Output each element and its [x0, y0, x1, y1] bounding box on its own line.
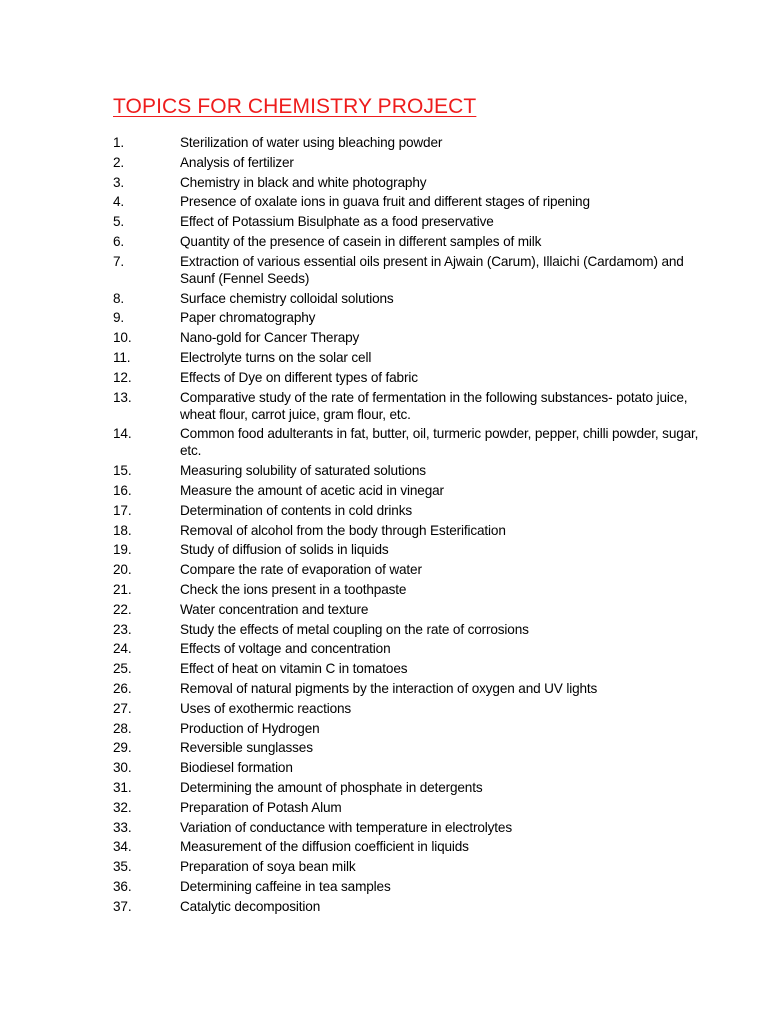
topic-list	[113, 134, 703, 917]
list-item-text: Water concentration and texture	[180, 601, 369, 617]
list-item	[113, 349, 703, 366]
list-item	[113, 700, 703, 717]
list-item-text: Chemistry in black and white photography	[180, 174, 427, 190]
list-item-number: 10.	[113, 330, 132, 346]
list-item	[113, 601, 703, 618]
list-item-number: 30.	[113, 760, 132, 776]
list-item-number: 9.	[113, 310, 125, 326]
list-item-text: Comparative study of the rate of fermentation in the following substances- potato juice, wheat flour, carrot juice, gram flour, etc.	[180, 389, 688, 422]
list-item-text: Surface chemistry colloidal solutions	[180, 290, 394, 306]
list-item	[113, 389, 703, 423]
list-item-text: Uses of exothermic reactions	[180, 700, 352, 716]
list-item-text: Effect of Potassium Bisulphate as a food preservative	[180, 214, 494, 230]
list-item-text: Sterilization of water using bleaching powder	[180, 135, 443, 150]
list-item	[113, 154, 703, 171]
list-item-text: Analysis of fertilizer	[180, 154, 294, 170]
list-item-text: Effects of Dye on different types of fabric	[180, 369, 418, 385]
list-item	[113, 779, 703, 796]
list-item-text: Determining caffeine in tea samples	[180, 878, 391, 894]
list-item-text: Effect of heat on vitamin C in tomatoes	[180, 661, 408, 677]
list-item-number: 3.	[113, 174, 125, 190]
list-item-text: Study the effects of metal coupling on the rate of corrosions	[180, 621, 529, 637]
list-item-text: Electrolyte turns on the solar cell	[180, 349, 372, 365]
list-item-text: Nano-gold for Cancer Therapy	[180, 330, 360, 346]
list-item-number: 24.	[113, 641, 132, 657]
list-item-number: 12.	[113, 369, 132, 385]
list-item	[113, 134, 703, 151]
list-item-number: 16.	[113, 482, 132, 498]
list-item-number: 36.	[113, 878, 132, 894]
list-item-text: Determination of contents in cold drinks	[180, 502, 413, 518]
document-title: TOPICS FOR CHEMISTRY PROJECT	[113, 95, 477, 118]
list-item	[113, 739, 703, 756]
list-item-number: 35.	[113, 859, 132, 875]
list-item-number: 20.	[113, 562, 132, 578]
list-item	[113, 898, 703, 915]
list-item-number: 8.	[113, 290, 125, 306]
list-item-number: 15.	[113, 463, 132, 479]
list-item	[113, 819, 703, 836]
list-item	[113, 174, 703, 191]
list-item	[113, 680, 703, 697]
list-item	[113, 502, 703, 519]
list-item	[113, 462, 703, 479]
list-item-number: 31.	[113, 779, 132, 795]
list-item-text: Measurement of the diffusion coefficient in liquids	[180, 839, 469, 855]
list-item	[113, 309, 703, 326]
list-item-text: Study of diffusion of solids in liquids	[180, 542, 389, 558]
list-item-text: Removal of alcohol from the body through Esterification	[180, 522, 506, 538]
list-item	[113, 253, 703, 287]
list-item-text: Removal of natural pigments by the interaction of oxygen and UV lights	[180, 680, 598, 696]
list-item-number: 4.	[113, 194, 125, 210]
list-item-number: 19.	[113, 542, 132, 558]
list-item	[113, 290, 703, 307]
list-item-text: Catalytic decomposition	[180, 898, 321, 914]
list-item-number: 2.	[113, 154, 125, 170]
list-item-number: 21.	[113, 581, 132, 597]
list-item-number: 18.	[113, 522, 132, 538]
list-item-number: 26.	[113, 680, 132, 696]
list-item-text: Determining the amount of phosphate in detergents	[180, 779, 483, 795]
list-item-number: 17.	[113, 502, 132, 518]
list-item-number: 23.	[113, 621, 132, 637]
list-item-number: 25.	[113, 661, 132, 677]
list-item-number: 1.	[113, 135, 125, 150]
list-item-text: Common food adulterants in fat, butter, oil, turmeric powder, pepper, chilli powder, sugar, etc.	[180, 426, 699, 459]
list-item-text: Preparation of soya bean milk	[180, 859, 356, 875]
list-item	[113, 621, 703, 638]
list-item	[113, 640, 703, 657]
list-item-text: Extraction of various essential oils present in Ajwain (Carum), Illaichi (Cardamom) and Saunf (Fennel Seeds)	[180, 253, 684, 286]
list-item	[113, 329, 703, 346]
list-item	[113, 213, 703, 230]
list-item-text: Check the ions present in a toothpaste	[180, 581, 407, 597]
list-item-number: 33.	[113, 819, 132, 835]
list-item-text: Presence of oxalate ions in guava fruit and different stages of ripening	[180, 194, 590, 210]
list-item-number: 27.	[113, 700, 132, 716]
list-item	[113, 233, 703, 250]
list-item-number: 14.	[113, 426, 132, 442]
list-item-text: Variation of conductance with temperature in electrolytes	[180, 819, 512, 835]
list-item	[113, 482, 703, 499]
list-item	[113, 759, 703, 776]
list-item	[113, 838, 703, 855]
list-item-number: 32.	[113, 799, 132, 815]
list-item	[113, 425, 703, 459]
list-item-number: 5.	[113, 214, 125, 230]
list-item-text: Measuring solubility of saturated solutions	[180, 463, 426, 479]
list-item-number: 6.	[113, 233, 125, 249]
list-item-text: Measure the amount of acetic acid in vinegar	[180, 482, 444, 498]
list-item	[113, 858, 703, 875]
list-item-text: Compare the rate of evaporation of water	[180, 562, 422, 578]
list-item	[113, 581, 703, 598]
list-item-number: 22.	[113, 601, 132, 617]
list-item-text: Reversible sunglasses	[180, 740, 313, 756]
list-item	[113, 369, 703, 386]
list-item-number: 34.	[113, 839, 132, 855]
list-item-number: 7.	[113, 253, 125, 269]
list-item	[113, 541, 703, 558]
list-item-text: Biodiesel formation	[180, 760, 293, 776]
list-item-number: 37.	[113, 898, 132, 914]
list-item-number: 13.	[113, 389, 132, 405]
list-item	[113, 193, 703, 210]
list-item-text: Effects of voltage and concentration	[180, 641, 391, 657]
list-item-number: 11.	[113, 349, 131, 365]
list-item	[113, 660, 703, 677]
list-item	[113, 522, 703, 539]
list-item-text: Quantity of the presence of casein in different samples of milk	[180, 233, 542, 249]
list-item	[113, 720, 703, 737]
list-item-text: Production of Hydrogen	[180, 720, 320, 736]
list-item	[113, 878, 703, 895]
list-item-number: 29.	[113, 740, 132, 756]
list-item-number: 28.	[113, 720, 132, 736]
list-item	[113, 799, 703, 816]
list-item-text: Preparation of Potash Alum	[180, 799, 342, 815]
list-item-text: Paper chromatography	[180, 310, 316, 326]
list-item	[113, 561, 703, 578]
